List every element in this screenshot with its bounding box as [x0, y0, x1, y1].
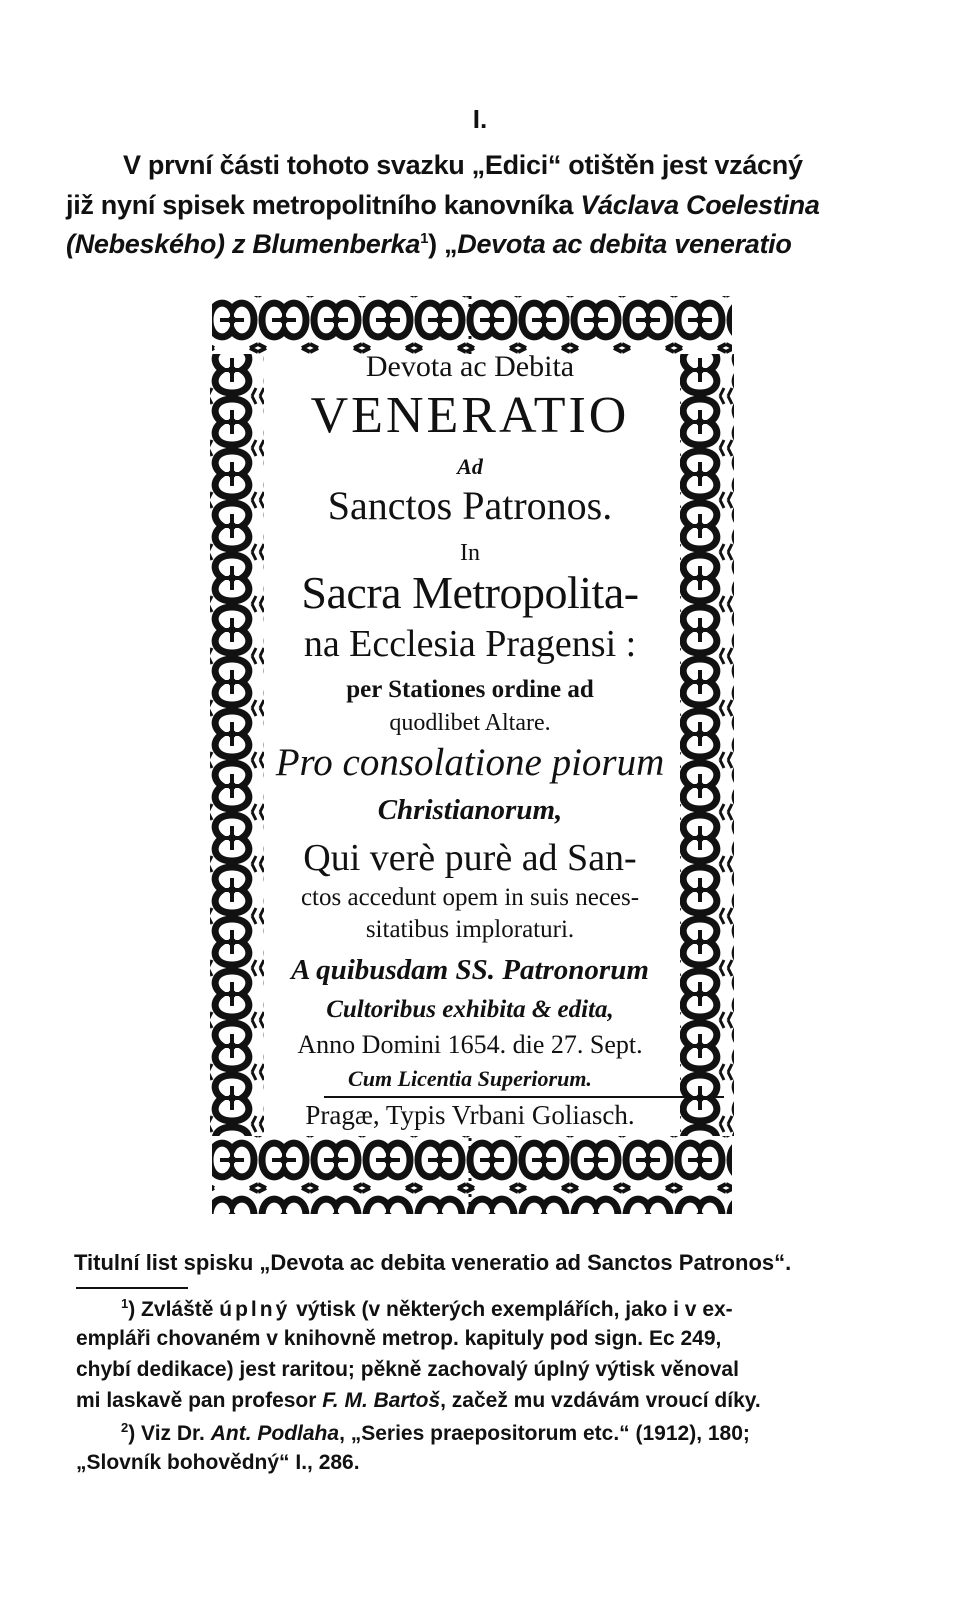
title-page-facsimile — [206, 292, 738, 1218]
tp-line-3: Ad — [457, 454, 483, 479]
footnote-1-line-4: mi laskavě pan profesor F. M. Bartoš, začež mu vzdávám vroucí díky. — [76, 1389, 761, 1412]
footnote-rule — [76, 1287, 188, 1289]
tp-rule — [324, 1096, 724, 1098]
tp-line-8: per Stationes ordine ad — [346, 676, 594, 703]
intro-line-2: již nyní spisek metropolitního kanovníka Václava Coelestina — [66, 190, 820, 220]
footnote-1-line-1: $^1$) Zvláště úplný výtisk (v některých exemplářích, jako i v ex- — [121, 1296, 733, 1321]
tp-line-6: Sacra Metropolita- — [301, 567, 639, 618]
footnote-1-line-3: chybí dedikace) jest raritou; pěkně zachovalý úplný výtisk věnoval — [76, 1358, 739, 1381]
tp-line-4: Sanctos Patronos. — [327, 483, 613, 528]
tp-line-10: Pro consolatione piorum — [275, 741, 665, 784]
tp-line-18: Cum Licentia Superiorum. — [348, 1066, 592, 1091]
tp-line-9: quodlibet Altare. — [389, 710, 551, 736]
tp-line-5: In — [460, 540, 480, 566]
footnote-2-line-1: $^2$) Viz Dr. Ant. Podlaha, „Series praepositorum etc.“ (1912), 180; — [121, 1420, 750, 1445]
footnote-1-line-2: empláři chovaném v knihovně metrop. kapituly pod sign. Ec 249, — [76, 1327, 722, 1350]
intro-line-3: (Nebeského) z Blumenberka$^1$) „Devota ac debita veneratio — [66, 229, 792, 259]
tp-line-17: Anno Domini 1654. die 27. Sept. — [297, 1030, 643, 1059]
figure-caption: Titulní list spisku „Devota ac debita veneratio ad Sanctos Patronos“. — [74, 1250, 792, 1275]
intro-line-1: V první části tohoto svazku „Edici“ otištěn jest vzácný — [123, 150, 803, 180]
tp-line-12: Qui verè purè ad San- — [303, 837, 637, 879]
title-page-text — [264, 350, 676, 1154]
section-number: I. — [472, 104, 488, 134]
tp-line-13: ctos accedunt opem in suis neces- — [300, 884, 640, 911]
tp-line-11: Christianorum, — [377, 794, 563, 826]
tp-line-14: sitatibus imploraturi. — [365, 916, 575, 943]
tp-line-2: VENERATIO — [310, 387, 630, 444]
footnote-2-line-2: „Slovník bohovědný“ I., 286. — [76, 1451, 360, 1474]
tp-line-15: A quibusdam SS. Patronorum — [291, 954, 649, 986]
tp-line-19: Pragæ, Typis Vrbani Goliasch. — [305, 1100, 635, 1130]
tp-line-16: Cultoribus exhibita & edita, — [326, 996, 614, 1023]
tp-line-7: na Ecclesia Pragensi : — [303, 623, 637, 665]
tp-line-1: Devota ac Debita — [365, 350, 575, 383]
